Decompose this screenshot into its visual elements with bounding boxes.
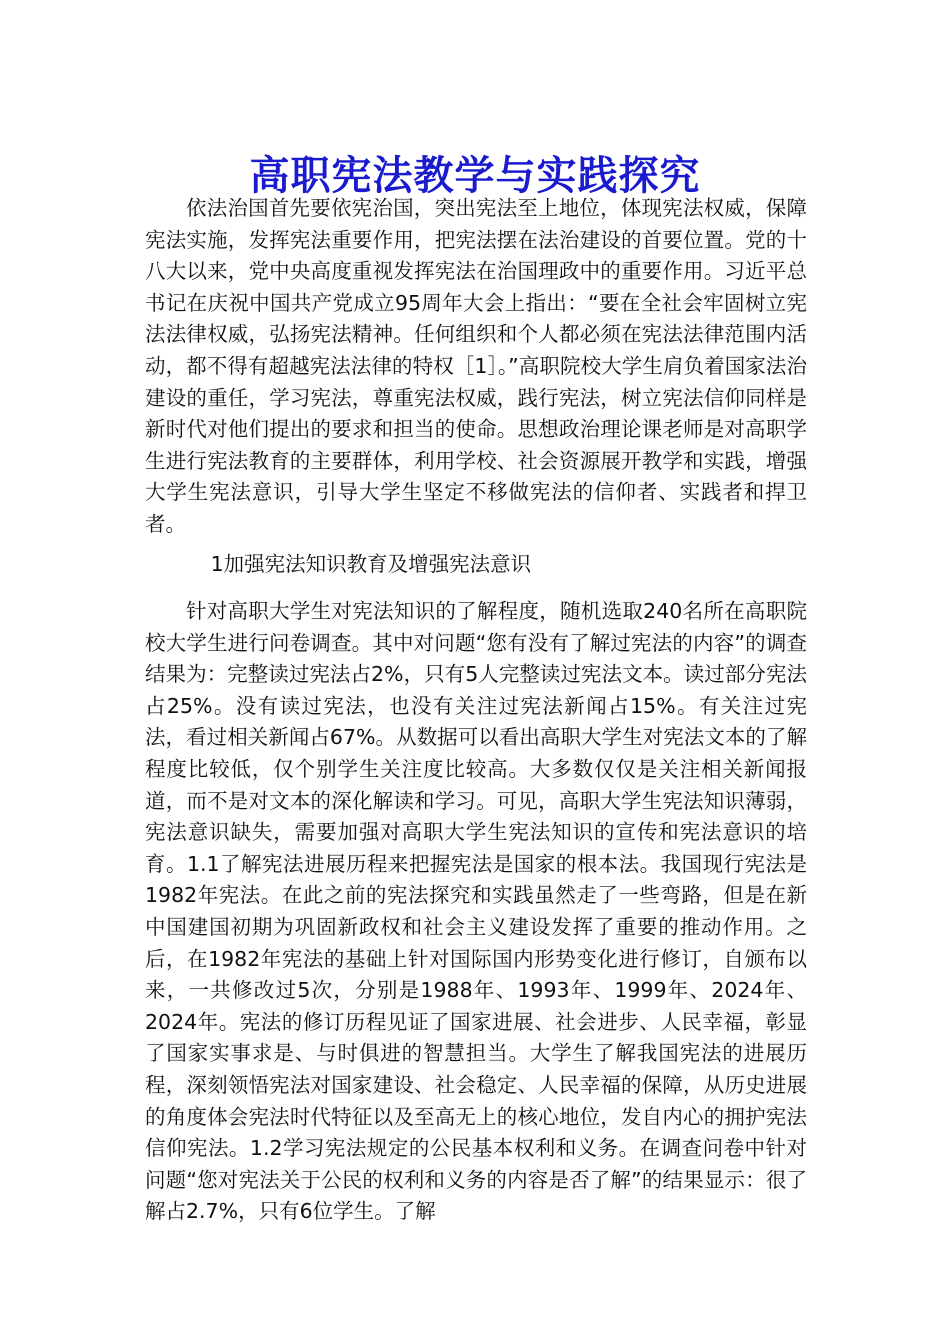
document-title: 高职宪法教学与实践探究 [249,151,701,199]
section-heading: 1加强宪法知识教育及增强宪法意识 [210,552,532,576]
section-paragraph: 针对高职大学生对宪法知识的了解程度，随机选取240名所在高职院校大学生进行问卷调查。其中对问题“您有没有了解过宪法的内容”的调查结果为：完整读过宪法占2%，只有5人完整读过宪法文本。读过部分宪法占25%。没有读过宪法，也没有关注过宪法新闻占15%。有关注过宪法，看过相关新闻占67%。从数据可以看出高职大学生对宪法文本的了解程度比较低，仅个别学生关注度比较高。大多数仅仅是关注相关新闻报道，而不是对文本的深化解读和学习。可见，高职大学生宪法知识薄弱，宪法意识缺失，需要加强对高职大学生宪法知识的宣传和宪法意识的培育。1.1了解宪法进展历程来把握宪法是国家的根本法。我国现行宪法是1982年宪法。在此之前的宪法探究和实践虽然走了一些弯路，但是在新中国建国初期为巩固新政权和社会主义建设发挥了重要的推动作用。之后，在1982年宪法的基础上针对国际国内形势变化进行修订，自颁布以来，一共修改过5次，分别是1988年、1993年、1999年、2024年、2024年。宪法的修订历程见证了国家进展、社会进步、人民幸福，彰显了国家实事求是、与时俱进的智慧担当。大学生了解我国宪法的进展历程，深刻领悟宪法对国家建设、社会稳定、人民幸福的保障，从历史进展的角度体会宪法时代特征以及至高无上的核心地位，发自内心的拥护宪法信仰宪法。1.2学习宪法规定的公民基本权利和义务。在调查问卷中针对问题“您对宪法关于公民的权利和义务的内容是否了解”的结果显示：很了解占2.7%，只有6位学生。了解 [145,599,807,1224]
intro-paragraph: 依法治国首先要依宪治国，突出宪法至上地位，体现宪法权威，保障宪法实施，发挥宪法重要作用，把宪法摆在法治建设的首要位置。党的十八大以来，党中央高度重视发挥宪法在治国理政中的重要作用。习近平总书记在庆祝中国共产党成立95周年大会上指出：“要在全社会牢固树立宪法法律权威，弘扬宪法精神。任何组织和个人都必须在宪法法律范围内活动，都不得有超越宪法法律的特权［1］。”高职院校大学生肩负着国家法治建设的重任，学习宪法，尊重宪法权威，践行宪法，树立宪法信仰同样是新时代对他们提出的要求和担当的使命。思想政治理论课老师是对高职学生进行宪法教育的主要群体，利用学校、社会资源展开教学和实践，增强大学生宪法意识，引导大学生坚定不移做宪法的信仰者、实践者和捍卫者。 [145,196,807,536]
